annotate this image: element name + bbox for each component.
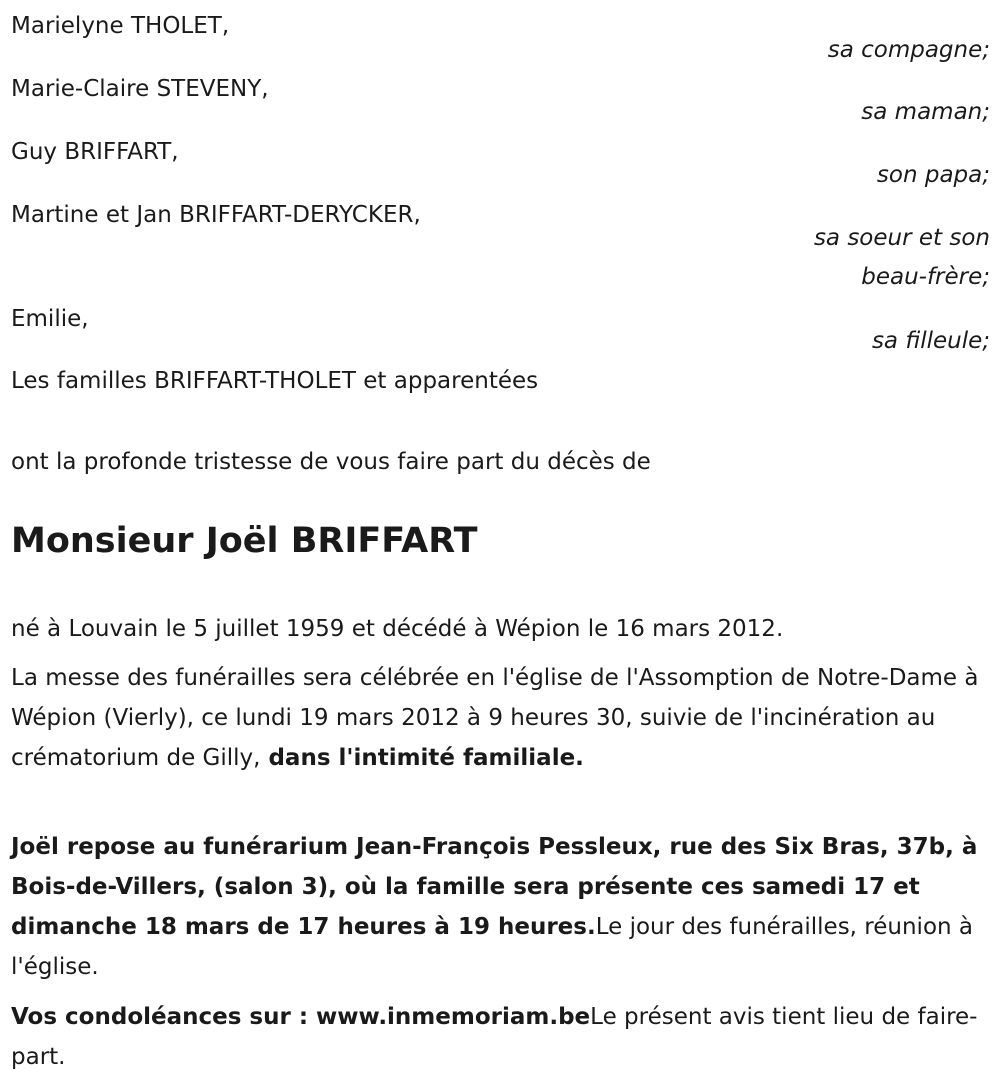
family-member-name: Marie-Claire STEVENY, xyxy=(11,76,269,102)
family-member-role: sa soeur et son xyxy=(813,225,990,251)
family-member-name: Martine et Jan BRIFFART-DERYCKER, xyxy=(11,202,421,228)
condolences-link[interactable]: Vos condoléances sur : www.inmemoriam.be xyxy=(11,1004,591,1030)
condolences-paragraph xyxy=(11,997,981,1077)
visitation-text: Le jour des funérailles, réunion à l'église. xyxy=(11,914,974,980)
birth-death-text: né à Louvain le 5 juillet 1959 et décédé à Wépion le 16 mars 2012. xyxy=(11,616,784,642)
mass-paragraph xyxy=(11,658,981,778)
announcement-text: ont la profonde tristesse de vous faire part du décès de xyxy=(11,449,651,475)
visitation-bold-text: Joël repose au funérarium Jean-François Pessleux, rue des Six Bras, 37b, à Bois-de-Villers, (salon 3), où la famille sera présente ces samedi 17 et dimanche 18 mars de 17 heures à 19 heures. xyxy=(11,834,978,940)
family-member-role: sa maman; xyxy=(861,99,990,125)
family-member-role: beau-frère; xyxy=(861,264,990,290)
family-member-name: Marielyne THOLET, xyxy=(11,13,230,39)
family-member-name: Emilie, xyxy=(11,306,89,332)
family-member-role: son papa; xyxy=(876,162,990,188)
families-line: Les familles BRIFFART-THOLET et apparentées xyxy=(11,368,539,394)
family-member-role: sa compagne; xyxy=(827,37,990,63)
family-member-role: sa filleule; xyxy=(871,328,990,354)
condolences-text: Le présent avis tient lieu de faire-part. xyxy=(11,1004,978,1070)
family-member-name: Guy BRIFFART, xyxy=(11,139,179,165)
visitation-paragraph xyxy=(11,827,981,987)
deceased-name: Monsieur Joël BRIFFART xyxy=(11,521,478,561)
mass-bold-text: dans l'intimité familiale. xyxy=(260,745,584,771)
mass-text: La messe des funérailles sera célébrée en l'église de l'Assomption de Notre-Dame à Wépion (Vierly), ce lundi 19 mars 2012 à 9 heures 30, suivie de l'incinération au crématorium de Gilly, xyxy=(11,665,979,771)
